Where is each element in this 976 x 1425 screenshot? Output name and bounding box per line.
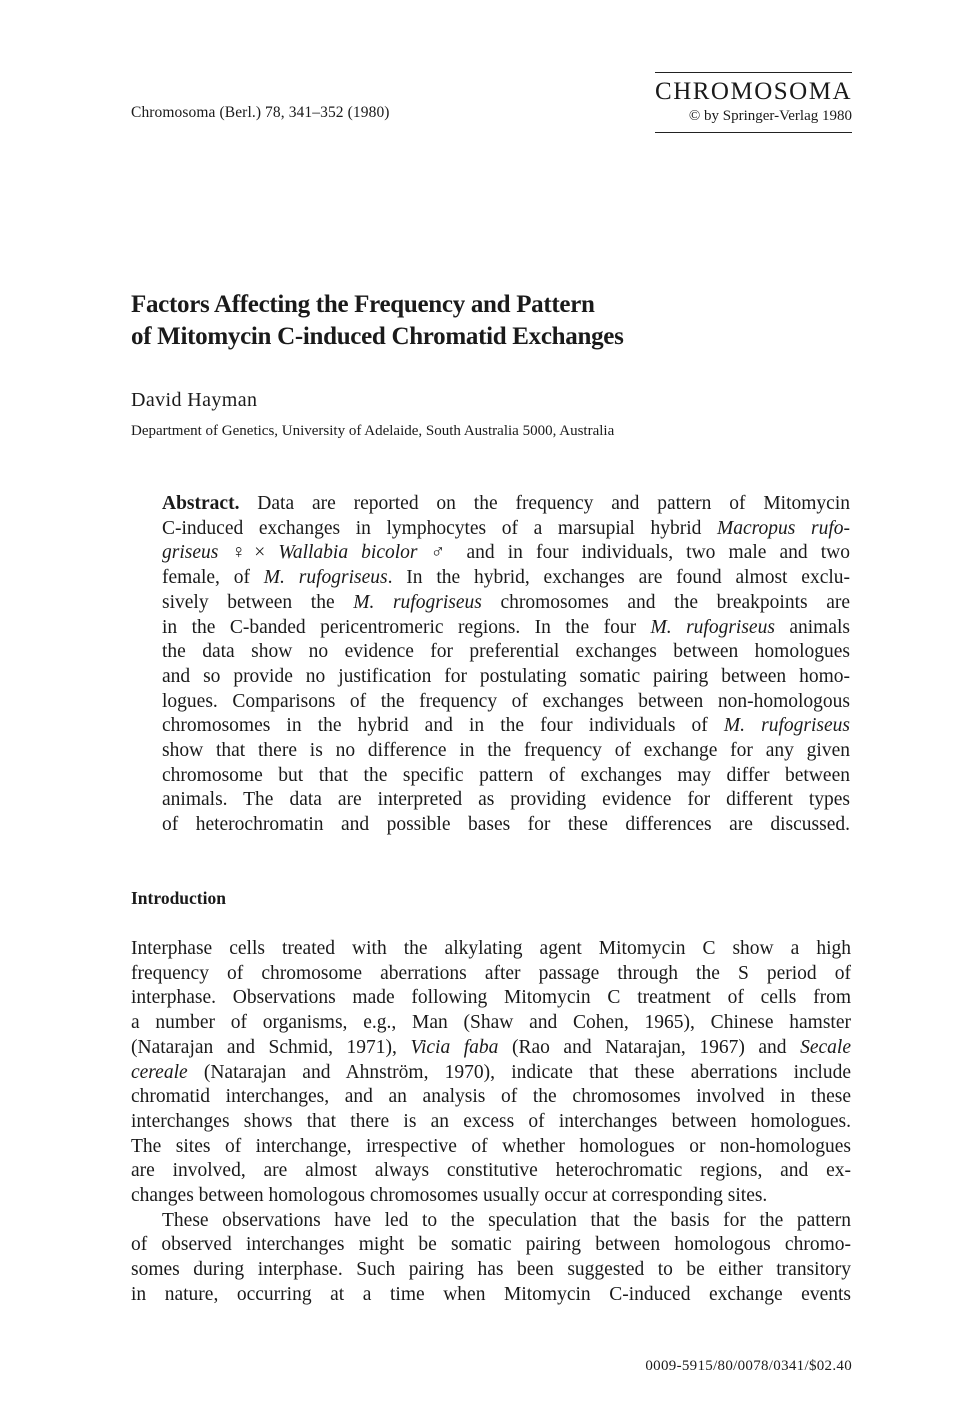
title-line: of Mitomycin C-induced Chromatid Exchanges bbox=[131, 323, 624, 350]
text-line: in nature, occurring at a time when Mitomycin C-induced exchange events bbox=[131, 1283, 851, 1305]
text-line: cereale (Natarajan and Ahnström, 1970), indicate that these aberrations include bbox=[131, 1061, 851, 1083]
species-name: M. rufogriseus bbox=[263, 567, 388, 589]
text-line: Interphase cells treated with the alkylating agent Mitomycin C show a high bbox=[131, 938, 851, 959]
text-line: frequency of chromosome aberrations after passage through the S period of bbox=[131, 962, 851, 984]
intro-paragraph bbox=[131, 937, 851, 1209]
text-line: somes during interphase. Such pairing has been suggested to be either transitory bbox=[131, 1259, 851, 1281]
intro-paragraph bbox=[131, 1209, 851, 1308]
species-name: Wallabia bicolor bbox=[278, 542, 418, 564]
issn-code: 0009-5915/80/0078/0341/$02.40 bbox=[645, 1358, 852, 1374]
text-line: are involved, are almost always constitutive heterochromatic regions, and ex- bbox=[131, 1160, 851, 1182]
text-line: changes between homologous chromosomes usually occur at corresponding sites. bbox=[131, 1185, 768, 1207]
species-name: griseus bbox=[162, 542, 219, 564]
species-name: Secale bbox=[800, 1036, 852, 1058]
journal-name: CHROMOSOMA bbox=[655, 78, 852, 105]
abstract-paragraph bbox=[162, 492, 850, 838]
text-line: These observations have led to the speculation that the basis for the pattern bbox=[162, 1209, 851, 1231]
abstract-block bbox=[162, 492, 850, 838]
journal-masthead bbox=[655, 72, 852, 133]
text-line: chromosomes in the hybrid and in the four individuals of M. rufogriseus bbox=[162, 715, 851, 737]
article-title bbox=[131, 289, 851, 353]
text-line: (Natarajan and Schmid, 1971), Vicia faba (Rao and Natarajan, 1967) and Secale bbox=[131, 1036, 852, 1058]
text-line: the data show no evidence for preferential exchanges between homologues bbox=[162, 641, 850, 663]
species-name: M. rufogriseus bbox=[723, 715, 851, 737]
text-line: female, of M. rufogriseus. In the hybrid, exchanges are found almost exclu- bbox=[162, 567, 851, 589]
text-line: a number of organisms, e.g., Man (Shaw and Cohen, 1965), Chinese hamster bbox=[131, 1012, 851, 1034]
text-line: interphase. Observations made following Mitomycin C treatment of cells from bbox=[131, 987, 851, 1009]
text-line: Abstract. Data are reported on the frequency and pattern of Mitomycin bbox=[162, 493, 850, 514]
text-line: animals. The data are interpreted as providing evidence for different types bbox=[162, 789, 850, 811]
text-line: griseus ♀× Wallabia bicolor ♂ and in four individuals, two male and two bbox=[162, 542, 850, 564]
abstract-label: Abstract. bbox=[162, 493, 240, 514]
species-name: cereale bbox=[131, 1061, 188, 1083]
species-name: M. rufogriseus bbox=[650, 616, 775, 638]
text-line: sively between the M. rufogriseus chromosomes and the breakpoints are bbox=[162, 591, 851, 613]
text-line: in the C-banded pericentromeric regions. In the four M. rufogriseus animals bbox=[162, 616, 851, 638]
text-line: and so provide no justification for postulating somatic pairing between homo- bbox=[162, 665, 850, 687]
species-name: Vicia faba bbox=[410, 1036, 499, 1058]
author-affiliation: Department of Genetics, University of Adelaide, South Australia 5000, Australia bbox=[131, 423, 615, 439]
text-line: show that there is no difference in the frequency of exchange for any given bbox=[162, 740, 850, 762]
section-heading: Introduction bbox=[131, 888, 226, 908]
text-line: chromosome but that the specific pattern of exchanges may differ between bbox=[162, 764, 850, 786]
species-name: M. rufogriseus bbox=[353, 591, 482, 613]
text-line: C-induced exchanges in lymphocytes of a marsupial hybrid Macropus rufo- bbox=[162, 517, 850, 539]
title-line: Factors Affecting the Frequency and Pattern bbox=[131, 291, 595, 318]
author-name: David Hayman bbox=[131, 389, 258, 411]
text-line: chromatid interchanges, and an analysis of the chromosomes involved in these bbox=[131, 1086, 851, 1108]
text-line: The sites of interchange, irrespective of whether homologues or non-homologues bbox=[131, 1135, 851, 1157]
text-line: logues. Comparisons of the frequency of exchanges between non-homologous bbox=[162, 690, 850, 712]
copyright-notice: © by Springer-Verlag 1980 bbox=[688, 108, 852, 124]
journal-citation: Chromosoma (Berl.) 78, 341–352 (1980) bbox=[131, 104, 390, 121]
text-line: interchanges shows that there is an excess of interchanges between homologues. bbox=[131, 1110, 851, 1132]
species-name: Macropus rufo- bbox=[717, 517, 850, 539]
text-line: of observed interchanges might be somatic pairing between homologous chromo- bbox=[131, 1234, 851, 1256]
introduction-body bbox=[131, 937, 851, 1308]
text-line: of heterochromatin and possible bases for these differences are discussed. bbox=[162, 814, 850, 836]
